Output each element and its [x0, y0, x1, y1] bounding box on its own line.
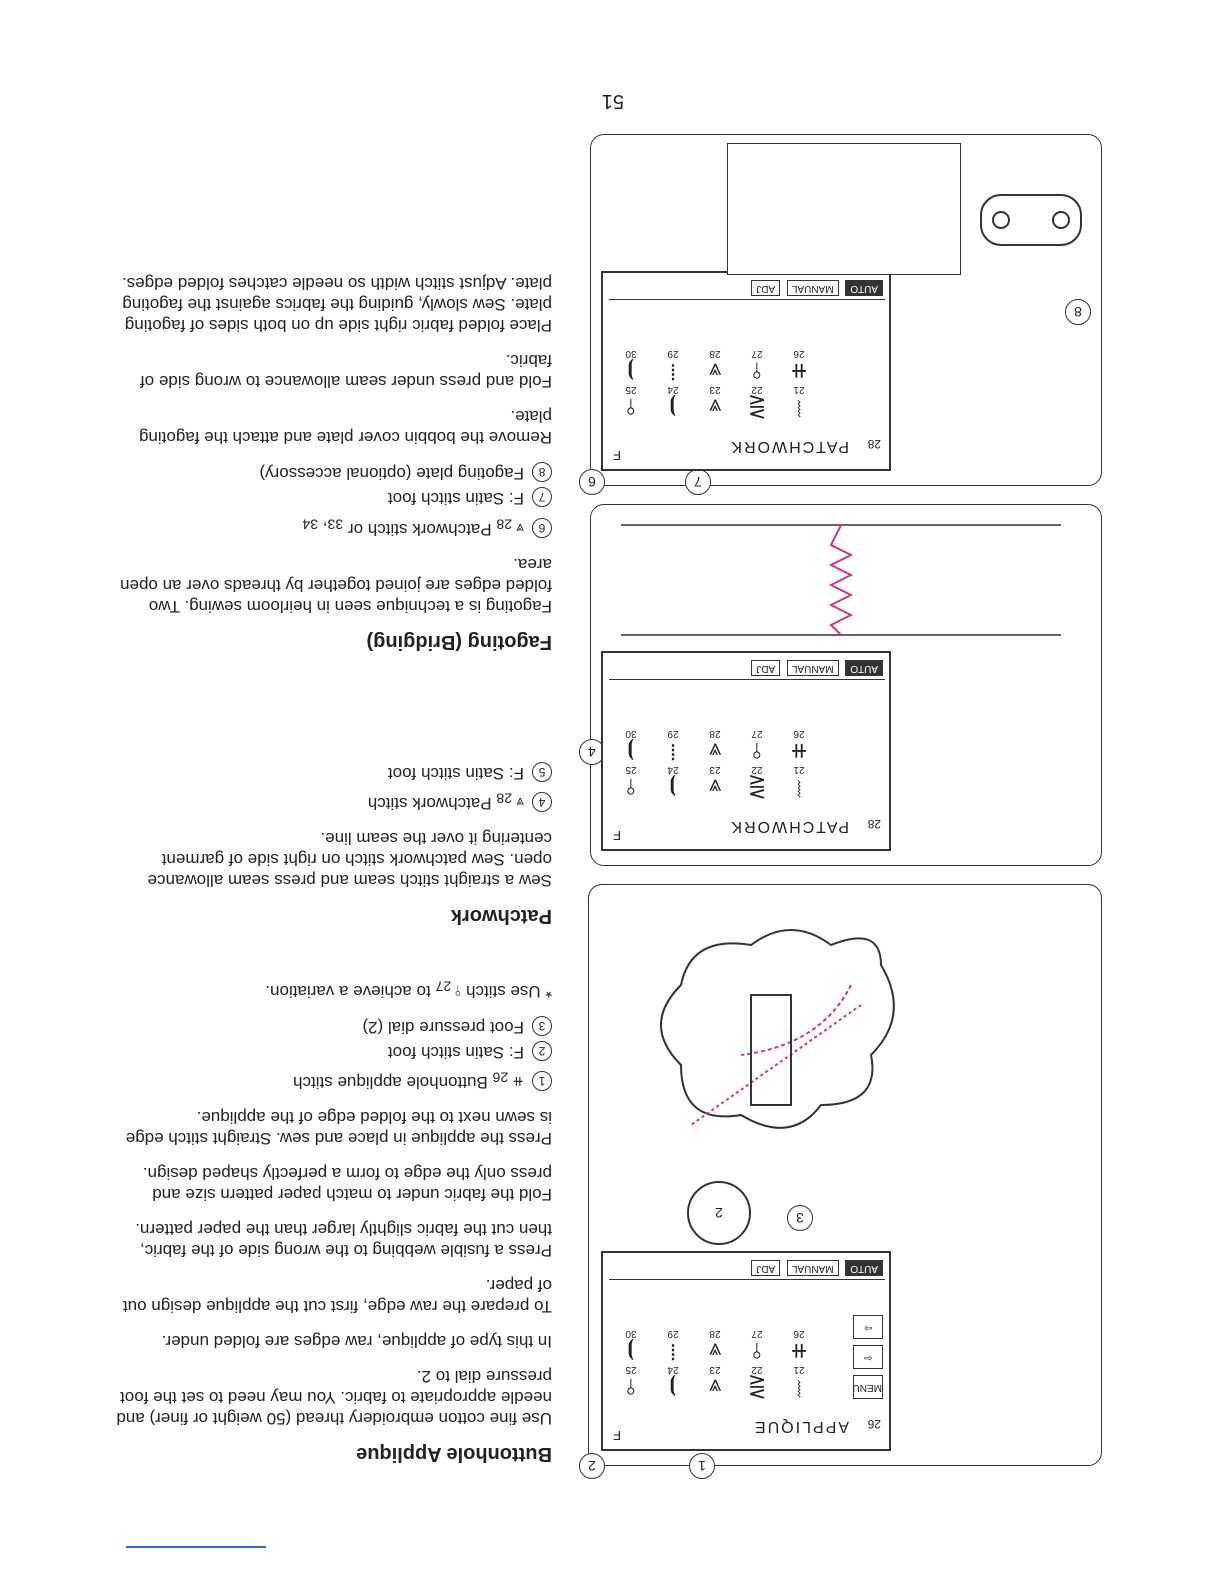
menu-button[interactable]: MENU [853, 1375, 883, 1399]
stitch-glyph-icon: ⋛ [747, 1375, 767, 1400]
stitch-cell[interactable] [611, 1328, 651, 1363]
list-item: 2F: Satin stitch foot [112, 1041, 552, 1063]
lcd-screen-patchwork [601, 651, 891, 851]
stitch-cell[interactable] [779, 764, 819, 799]
stitch-number: 24 [667, 1364, 679, 1375]
stitch-number: 28 [709, 1328, 721, 1339]
stitch-icon: ⫯ [455, 982, 462, 999]
screen-mode-bar [609, 657, 885, 680]
stitch-glyph-icon: ⦙ [670, 1339, 676, 1364]
stitch-number: 26 [793, 728, 805, 739]
stitch-number: 22 [751, 1364, 763, 1375]
stitch-glyph-icon: ⋛ [747, 775, 767, 800]
callout-2: 2 [579, 1453, 605, 1479]
stitch-grid [609, 1329, 819, 1399]
stitch-glyph-icon: ⦘ [627, 1339, 635, 1364]
stitch-glyph-icon: ⫯ [626, 775, 636, 800]
screen-side-buttons [853, 1309, 883, 1399]
stitch-cell[interactable] [779, 384, 819, 419]
flower-outline [661, 930, 894, 1128]
list-item: $6⩔_{28}$ Patchwork stitch or $_{33}$, $_{34}$ [112, 512, 552, 539]
manual-tab[interactable]: MANUAL [787, 1260, 839, 1276]
stitch-cell[interactable] [695, 1328, 735, 1363]
stitch-cell[interactable] [653, 1328, 693, 1363]
zigzag-stitch [831, 525, 851, 635]
fagoting-paragraph: Remove the bobbin cover plate and attach the fagoting plate. [138, 407, 552, 448]
screen-foot-letter: F [613, 1428, 621, 1443]
fagoting-paragraph: Fagoting is a technique seen in heirloom sewing. Two folded edges are joined together by threads over an open area. [120, 554, 552, 616]
callout-7: 7 [685, 469, 711, 495]
patchwork-seam-drawing [611, 515, 1081, 645]
stitch-cell[interactable] [695, 764, 735, 799]
stitch-number: 23 [709, 764, 721, 775]
stitch-glyph-icon: ⦚ [796, 395, 802, 420]
lcd-screen-fagoting [601, 271, 891, 471]
screen-mode-bar [609, 1257, 885, 1280]
stitch-glyph-icon: ⦙ [670, 359, 676, 384]
variation-note: * Use stitch $⫯_{27}$ to achieve a variation. [265, 977, 552, 1001]
stitch-number: 30 [625, 348, 637, 359]
applique-paragraph: To prepare the raw edge, first cut the applique design out of paper. [122, 1276, 552, 1316]
applique-paragraph: Press a fusible webbing to the wrong side of the fabric, then cut the fabric slightly larger than the paper pattern. [135, 1220, 552, 1260]
stitch-cell[interactable] [653, 1364, 693, 1399]
stitch-number: 30 [625, 1328, 637, 1339]
applique-paragraph: Fold the fabric under to match paper pattern size and press only the edge to form a perfectly shaped design. [142, 1164, 552, 1204]
screen-foot-letter: F [613, 448, 621, 463]
applique-flower-drawing [621, 905, 941, 1165]
stitch-number: 27 [751, 348, 763, 359]
stitch-number: 21 [793, 764, 805, 775]
stitch-grid [609, 349, 819, 419]
stitch-glyph-icon: ⦙ [670, 739, 676, 764]
screen-title: APPLIQUE [752, 1418, 849, 1435]
fagoting-paragraph: Place folded fabric right side up on both sides of fagoting plate. Sew slowly, guiding the fabrics against the fagoting plate. Adjust stitch width so needle catches folded edges. [122, 274, 552, 336]
stitch-glyph-icon: ⫯ [626, 395, 636, 420]
applique-paragraph: In this type of applique, raw edges are folded under. [161, 1332, 552, 1351]
manual-tab[interactable]: MANUAL [787, 280, 839, 296]
stitch-number: 22 [751, 764, 763, 775]
manual-tab[interactable]: MANUAL [787, 660, 839, 676]
stitch-cell[interactable] [737, 1364, 777, 1399]
stitch-cell[interactable] [611, 764, 651, 799]
stitch-number: 27 [751, 728, 763, 739]
stitch-number: 22 [751, 384, 763, 395]
stitch-number: 29 [667, 348, 679, 359]
stitch-glyph-icon: ⋛ [747, 395, 767, 420]
stitch-glyph-icon: ⫯ [626, 1375, 636, 1400]
stitch-glyph-icon: ⫯ [752, 1339, 762, 1364]
stitch-glyph-icon: ⧺ [789, 739, 809, 764]
screen-title: PATCHWORK [729, 818, 849, 835]
callout-4: 4 [579, 739, 605, 765]
stitch-number: 28 [709, 728, 721, 739]
callout-8: 8 [1065, 299, 1091, 325]
stitch-cell[interactable] [737, 1328, 777, 1363]
stitch-number: 28 [709, 348, 721, 359]
stitch-number: 23 [709, 384, 721, 395]
stitch-cell[interactable] [779, 1364, 819, 1399]
fagoting-plate-drawing [961, 155, 1101, 265]
stitch-cell[interactable] [737, 764, 777, 799]
stitch-number: 29 [667, 728, 679, 739]
stitch-cell[interactable] [611, 728, 651, 763]
stitch-line [691, 1005, 861, 1125]
stitch-glyph-icon: ⦚ [796, 1375, 802, 1400]
stitch-cell[interactable] [611, 348, 651, 383]
stitch-cell[interactable] [695, 728, 735, 763]
stitch-glyph-icon: ⫯ [752, 359, 762, 384]
stitch-glyph-icon: ⦘ [627, 739, 635, 764]
stitch-glyph-icon: ⦘ [669, 1375, 677, 1400]
stitch-number: 27 [751, 1328, 763, 1339]
auto-tab[interactable]: AUTO [845, 1260, 883, 1276]
buttonhole-applique-heading: Buttonhole Applique [356, 1443, 552, 1465]
applique-paragraph: Use fine cotton embroidery thread (50 weight or finer) and needle appropriate to fabric. You may need to set the foot pressure dial to 2. [116, 1367, 552, 1428]
stitch-cell[interactable] [695, 1364, 735, 1399]
stitch-glyph-icon: ⦘ [669, 395, 677, 420]
stitch-number: 25 [625, 384, 637, 395]
list-item: 5F: Satin stitch foot [112, 762, 552, 784]
fagoting-paragraph: Fold and press under seam allowance to wrong side of fabric. [139, 351, 552, 392]
foot-pressure-dial: 2 [687, 1181, 751, 1245]
stitch-cell[interactable] [653, 728, 693, 763]
screen-mode-bar [609, 277, 885, 300]
stitch-cell[interactable] [653, 348, 693, 383]
stitch-cell[interactable] [653, 764, 693, 799]
screen-stitch-code: 28 [867, 437, 881, 451]
stitch-glyph-icon: ⩔ [708, 1375, 722, 1400]
stitch-cell[interactable] [611, 384, 651, 419]
stitch-number: 24 [667, 384, 679, 395]
callout-3: 3 [787, 1205, 813, 1231]
callout-6: 6 [579, 469, 605, 495]
stitch-cell[interactable] [653, 384, 693, 419]
stitch-number: 30 [625, 728, 637, 739]
auto-tab[interactable]: AUTO [845, 660, 883, 676]
adj-tab[interactable]: ADJ [751, 1260, 780, 1276]
screen-title: PATCHWORK [729, 438, 849, 455]
patchwork-illustration-panel [590, 504, 1102, 866]
stitch-number: 25 [625, 764, 637, 775]
fagoting-illustration-panel [588, 134, 1102, 490]
screen-foot-letter: F [613, 828, 621, 843]
patchwork-heading: Patchwork [450, 905, 552, 928]
stitch-number: 23 [709, 1364, 721, 1375]
list-item: 8Fagoting plate (optional accessory) [112, 462, 552, 484]
stitch-number: 21 [793, 1364, 805, 1375]
stitch-glyph-icon: ⦘ [627, 359, 635, 384]
stitch-glyph-icon: ⩔ [708, 395, 722, 420]
stitch-glyph-icon: ⩔ [708, 359, 722, 384]
stitch-grid [609, 729, 819, 799]
stitch-cell[interactable] [695, 348, 735, 383]
footer-rule [126, 1546, 266, 1548]
list-item: 7F: Satin stitch foot [112, 487, 552, 509]
stitch-cell[interactable] [737, 384, 777, 419]
stitch-cell[interactable] [695, 384, 735, 419]
stitch-glyph-icon: ⩔ [708, 775, 722, 800]
page-number: 51 [601, 90, 624, 112]
stitch-glyph-icon: ⦚ [796, 775, 802, 800]
screen-stitch-code: 26 [867, 1417, 881, 1431]
adj-tab[interactable]: ADJ [751, 280, 780, 296]
stitch-glyph-icon: ⧺ [789, 1339, 809, 1364]
fabric-pieces [727, 143, 961, 275]
stitch-glyph-icon: ⦘ [669, 775, 677, 800]
stitch-glyph-icon: ⩔ [708, 1339, 722, 1364]
applique-paragraph: Press the applique in place and sew. Straight stitch edge is sewn next to the folded edge of the applique. [125, 1108, 552, 1148]
stitch-glyph-icon: ⫯ [752, 739, 762, 764]
stitch-number: 25 [625, 1364, 637, 1375]
adj-tab[interactable]: ADJ [751, 660, 780, 676]
stitch-cell[interactable] [779, 728, 819, 763]
stitch-glyph-icon: ⧺ [789, 359, 809, 384]
stitch-icon: ⩔ [516, 795, 524, 812]
list-item: $1⧺_{26}$ Buttonhole applique stitch [112, 1066, 552, 1093]
stitch-number: 24 [667, 764, 679, 775]
stitch-glyph-icon: ⩔ [708, 739, 722, 764]
screen-stitch-code: 28 [867, 817, 881, 831]
list-item: $4⩔_{28}$ Patchwork stitch [112, 787, 552, 814]
stitch-number: 26 [793, 1328, 805, 1339]
stitch-number: 26 [793, 348, 805, 359]
stitch-cell[interactable] [737, 348, 777, 383]
applique-illustration-panel [588, 884, 1102, 1474]
lcd-screen-applique [601, 1251, 891, 1451]
stitch-cell[interactable] [779, 1328, 819, 1363]
stitch-cell[interactable] [611, 1364, 651, 1399]
stitch-number: 21 [793, 384, 805, 395]
text-column [112, 259, 552, 1464]
callout-1: 1 [689, 1453, 715, 1479]
list-item: 3Foot pressure dial (2) [112, 1016, 552, 1038]
stitch-icon: ⧺ [512, 1073, 524, 1090]
next-button[interactable]: ⇨ [853, 1315, 883, 1339]
auto-tab[interactable]: AUTO [845, 280, 883, 296]
patchwork-paragraph: Sew a straight stitch seam and press seam allowance open. Sew patchwork stitch on right side of garment centering it over the seam line. [147, 829, 552, 891]
stitch-cell[interactable] [779, 348, 819, 383]
back-button[interactable]: ⇦ [853, 1345, 883, 1369]
stitch-cell[interactable] [737, 728, 777, 763]
fagoting-heading: Fagoting (Bridging) [366, 630, 552, 653]
stitch-number: 29 [667, 1328, 679, 1339]
stitch-icon: ⩔ [516, 520, 524, 537]
